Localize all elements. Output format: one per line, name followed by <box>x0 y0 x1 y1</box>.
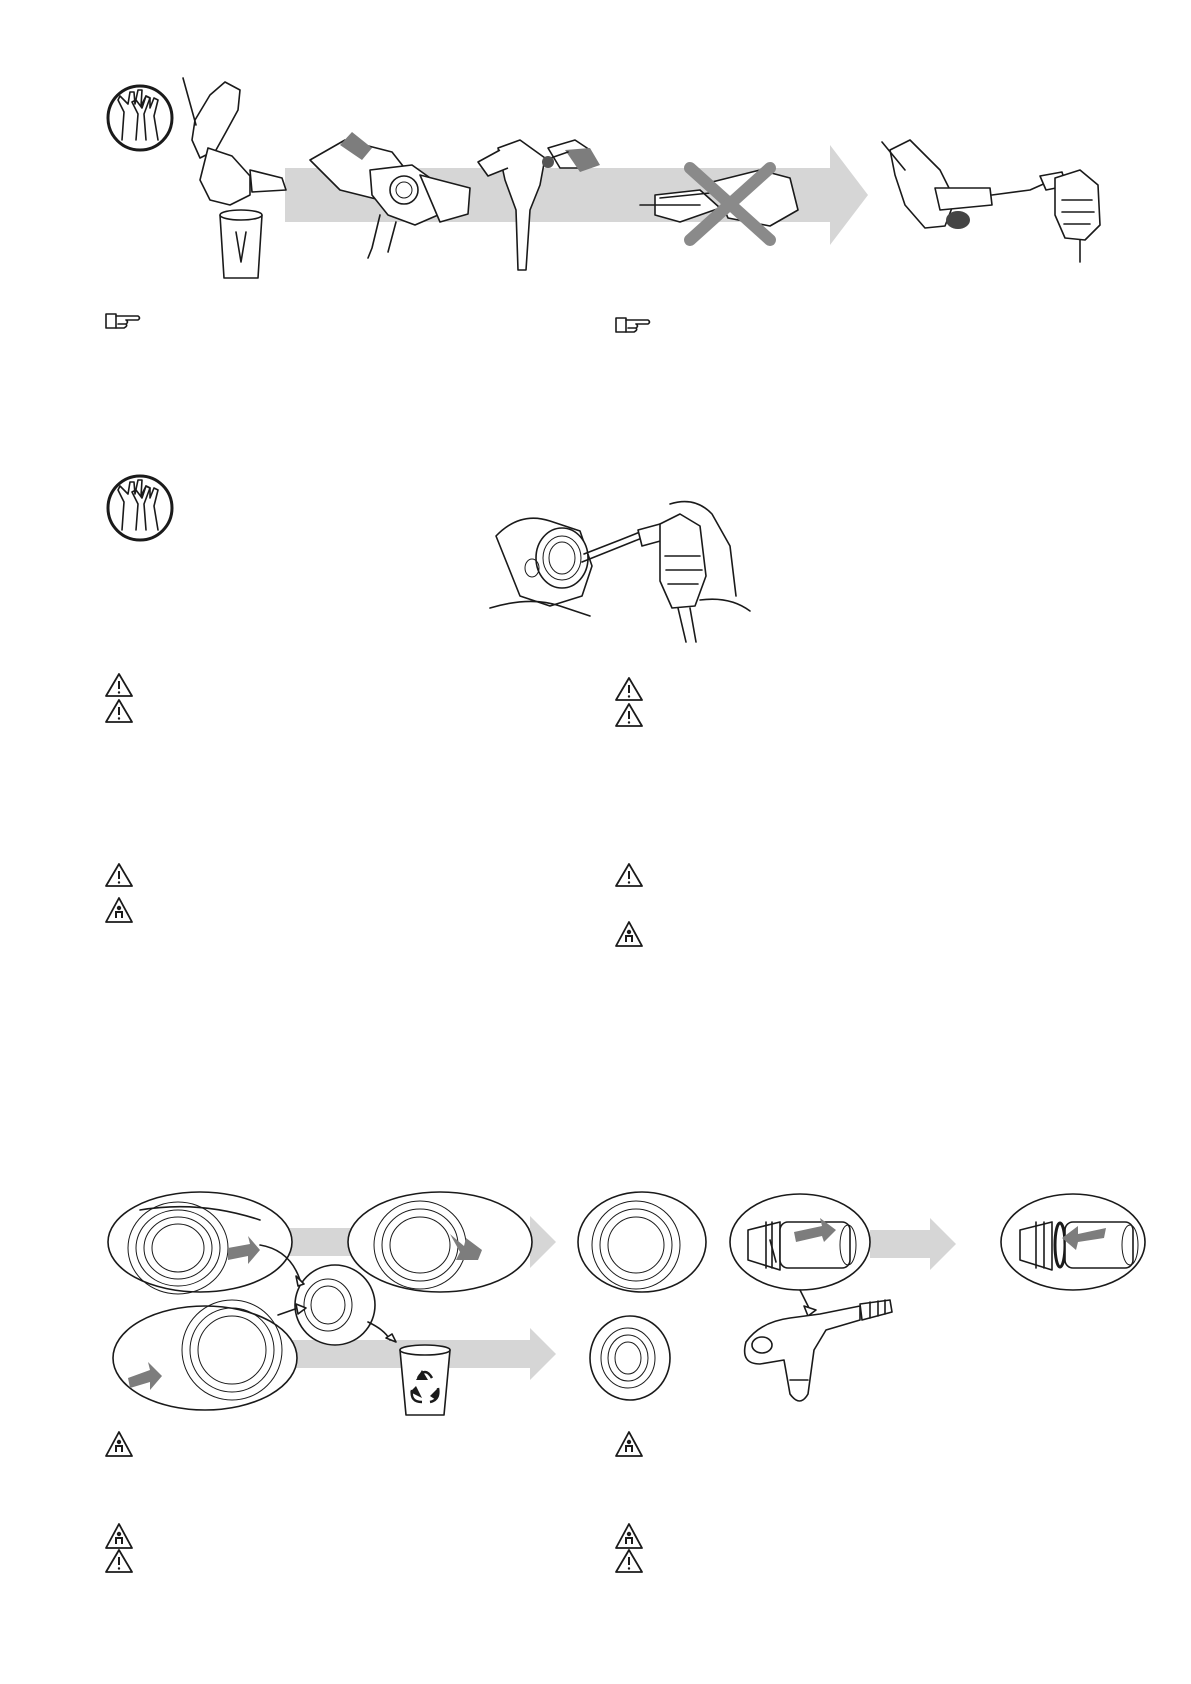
clean-nozzle-illustration <box>490 496 760 646</box>
service-person-icon <box>614 920 644 948</box>
warning-triangle-icon <box>614 676 644 702</box>
warning-triangle-icon <box>104 1548 134 1574</box>
service-person-icon <box>104 1430 134 1458</box>
gloves-icon <box>108 86 172 150</box>
warning-triangle-icon <box>614 702 644 728</box>
service-person-icon <box>104 896 134 924</box>
gloves-icon <box>104 476 184 556</box>
step1-drain-handpiece <box>183 78 286 278</box>
service-person-icon <box>614 1522 644 1550</box>
warning-triangle-icon <box>614 1548 644 1574</box>
service-person-icon <box>614 1430 644 1458</box>
service-person-icon <box>104 1522 134 1550</box>
replace-oring-sequence <box>730 1180 1150 1420</box>
warning-triangle-icon <box>104 862 134 888</box>
warning-triangle-icon <box>614 862 644 888</box>
step-sequence-top <box>0 0 1191 300</box>
pointing-hand-icon <box>614 312 652 336</box>
replace-filter-sequence <box>110 1190 710 1420</box>
warning-triangle-icon <box>104 672 134 698</box>
step5-reconnect-handpiece <box>882 140 1100 262</box>
warning-triangle-icon <box>104 698 134 724</box>
pointing-hand-icon <box>104 308 142 332</box>
recycle-bin-icon <box>400 1345 450 1415</box>
